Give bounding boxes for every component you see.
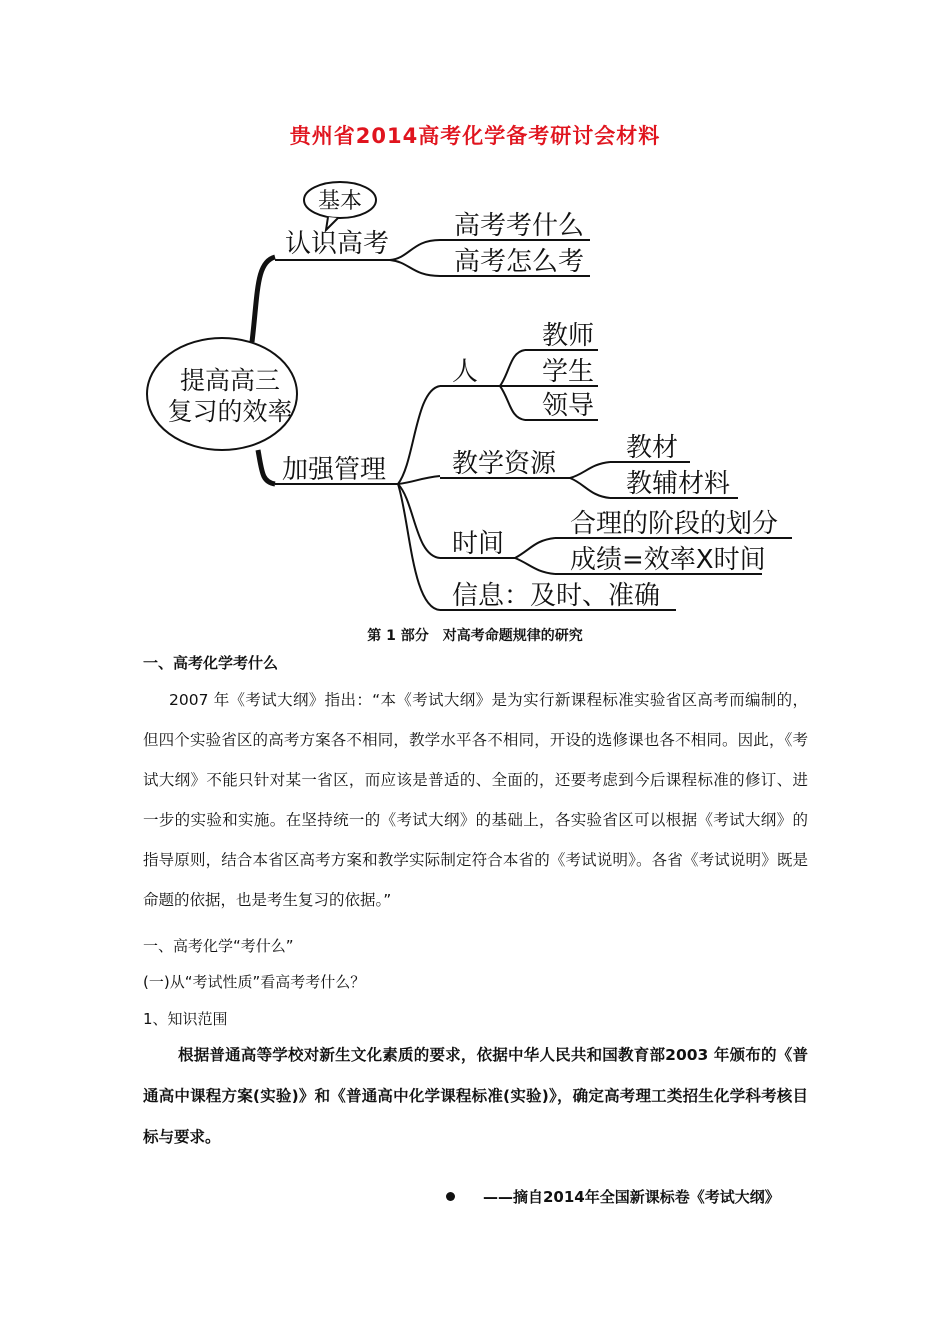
section1-heading: 一、高考化学考什么: [143, 654, 279, 672]
item-heading-knowledge-scope: 1、知识范围: [143, 1010, 228, 1028]
mind-map-branch2-label: 加强管理: [282, 455, 387, 485]
mind-map-people-child2: 学生: [542, 357, 595, 387]
mind-map-branch1-child1: 高考考什么: [454, 211, 585, 241]
bullet-icon: [446, 1192, 455, 1201]
source-citation: [446, 1186, 780, 1207]
mind-map-people-child1: 教师: [542, 321, 595, 351]
mind-map-link-info: [398, 484, 440, 610]
mind-map-resources-label: 教学资源: [452, 449, 557, 479]
sub-heading-exam-nature: (一)从“考试性质”看高考考什么？: [143, 973, 366, 991]
mind-map-time-child1: 合理的阶段的划分: [570, 509, 779, 539]
mind-map-info-label: 信息：及时、准确: [452, 581, 661, 611]
mind-map-people-child3: 领导: [542, 391, 595, 421]
mind-map-people-label: 人: [452, 357, 479, 387]
mind-map-resources-child2: 教辅材料: [626, 469, 731, 499]
mind-map-time-label: 时间: [452, 529, 505, 559]
mind-map-resources-link-1: [570, 462, 610, 478]
mind-map-center-line1: 提高高三: [179, 366, 281, 395]
source-citation-text: ——摘自2014年全国新课标卷《考试大纲》: [483, 1188, 780, 1206]
mind-map-connector-bottom: [258, 450, 275, 484]
section2-heading: 一、高考化学“考什么”: [143, 937, 294, 955]
paragraph-knowledge-scope: 根据普通高等学校对新生文化素质的要求，依据中华人民共和国教育部2003 年颁布的《普通高中课程方案(实验)》和《普通高中化学课程标准(实验)》，确定高考理工类招生化学科考核目标与要求。: [143, 1046, 808, 1146]
mind-map-branch1-link-b: [390, 260, 440, 276]
mind-map-resources-child1: 教材: [626, 433, 679, 463]
mind-map-time-child2: 成绩=效率X时间: [570, 545, 766, 575]
mind-map-time-link-2: [515, 558, 555, 574]
mind-map-connector-top: [252, 257, 275, 342]
paragraph-exam-outline: 2007 年《考试大纲》指出：“本《考试大纲》是为实行新课程标准实验省区高考而编制的，但四个实验省区的高考方案各不相同，教学水平各不相同，开设的选修课也各不相同。因此，《考试大纲》不能只针对某一省区，而应该是普适的、全面的，还要考虑到今后课程标准的修订、进一步的实验和实施。在坚持统一的《考试大纲》的基础上，各实验省区可以根据《考试大纲》的指导原则，结合本省区高考方案和教学实际制定符合本省的《考试说明》。各省《考试说明》既是命题的依据，也是考生复习的依据。”: [143, 691, 808, 909]
mind-map-branch1-link-a: [390, 240, 440, 260]
mind-map-diagram: [140, 172, 820, 622]
mind-map-center-line2: 复习的效率: [167, 397, 293, 426]
mind-map-time-link-1: [515, 538, 555, 558]
mind-map-bubble-label: 基本: [317, 189, 363, 214]
mind-map-people-link-3: [500, 386, 525, 420]
figure-caption: 第 1 部分 对高考命题规律的研究: [367, 628, 583, 644]
mind-map-link-time: [398, 484, 440, 558]
mind-map-link-people: [398, 386, 440, 484]
mind-map-people-link-1: [500, 350, 525, 386]
document-title: 贵州省2014高考化学备考研讨会材料: [289, 124, 661, 148]
mind-map-link-resources: [398, 476, 440, 484]
mind-map-branch1-label: 认识高考: [285, 229, 390, 259]
mind-map-resources-link-2: [570, 478, 610, 498]
mind-map-branch1-child2: 高考怎么考: [454, 247, 585, 277]
